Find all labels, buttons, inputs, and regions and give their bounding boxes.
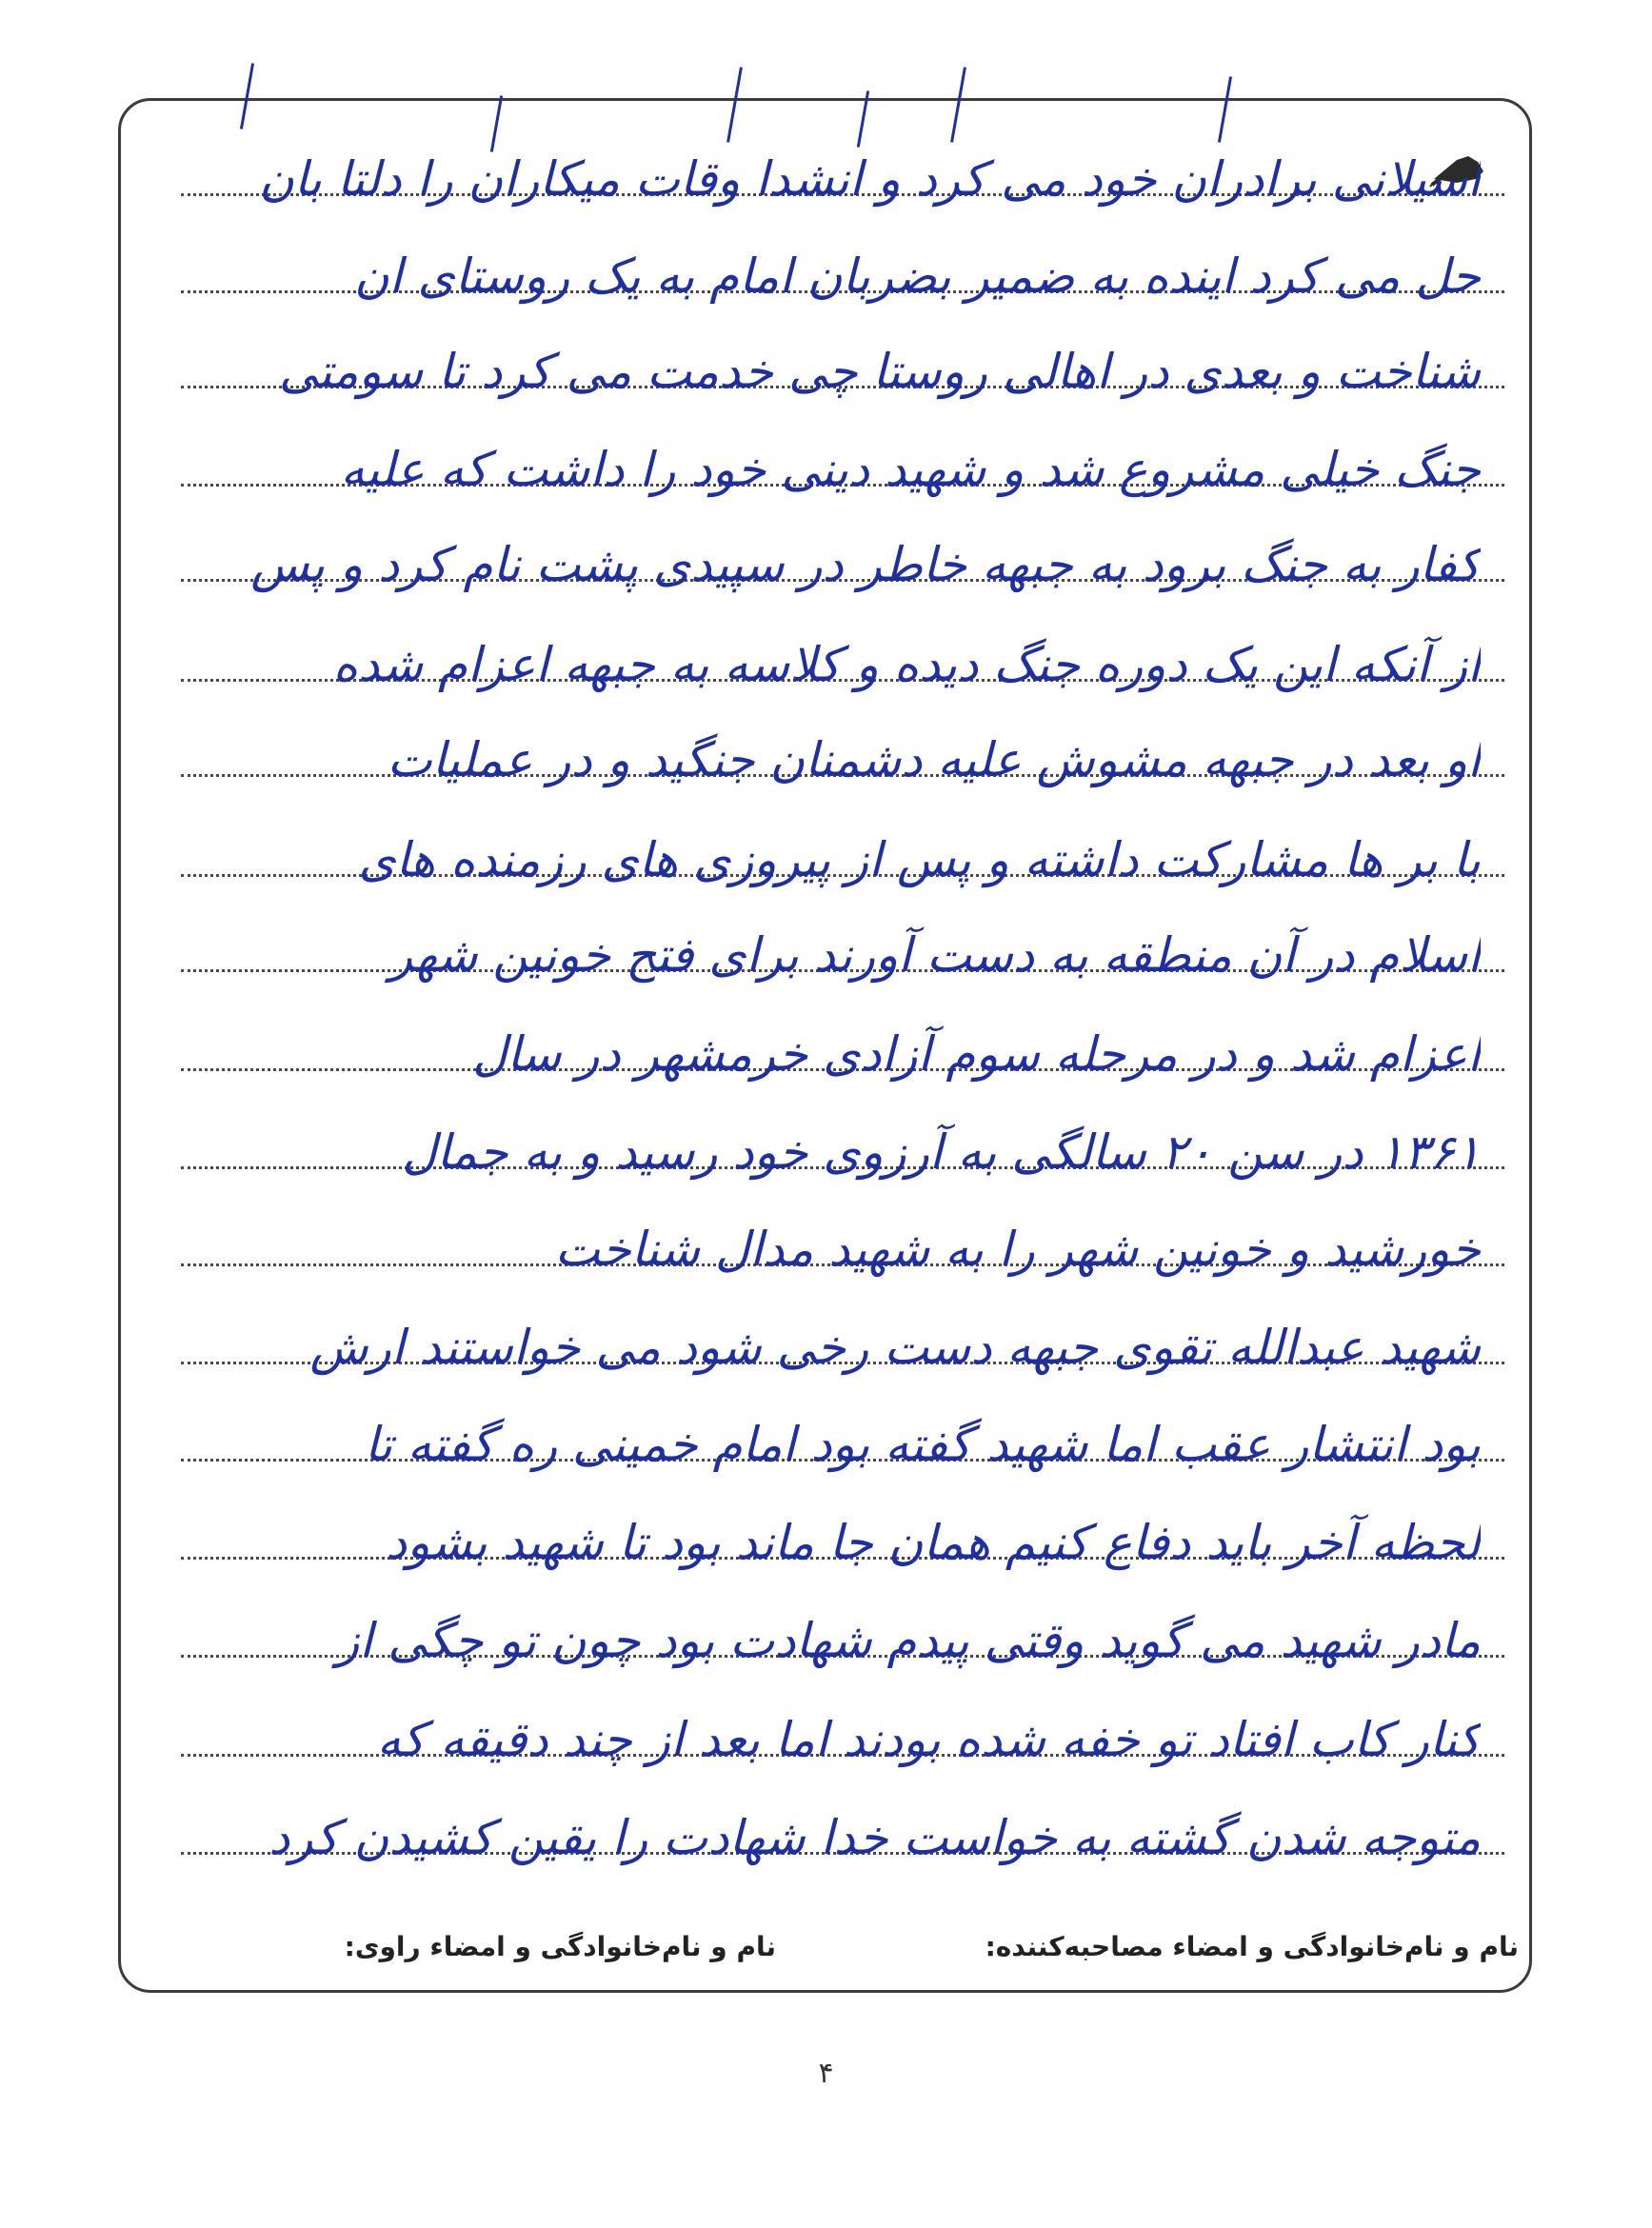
handwritten-line: شناخت و بعدی در اهالی روستا چی خدمت می کرد تا سومتی (278, 344, 1481, 399)
handwritten-line: حل می کرد اینده به ضمیر بضربان امام به یک روستای ان (353, 249, 1481, 304)
handwritten-line: اسیلانی برادران خود می کرد و انشدا وقات میکاران را دلتا بان (259, 151, 1481, 207)
handwritten-line: او بعد در جبهه مشوش علیه دشمنان جنگید و در عملیات (387, 732, 1481, 787)
handwritten-line: جنگ خیلی مشروع شد و شهید دینی خود را داشت که علیه (340, 442, 1481, 497)
handwritten-line: کنار کاب افتاد تو خفه شده بودند اما بعد از چند دقیقه که (376, 1712, 1481, 1767)
handwritten-line: کفار به جنگ برود به جبهه خاطر در سپیدی پشت نام کرد و پس (250, 537, 1481, 592)
handwritten-line: اسلام در آن منطقه به دست آورند برای فتح خونین شهر (389, 927, 1481, 983)
handwritten-line: مادر شهید می گوید وقتی پیدم شهادت بود چون تو چگی از (336, 1613, 1481, 1668)
handwritten-line: لحظه آخر باید دفاع کنیم همان جا ماند بود تا شهید بشود (386, 1515, 1481, 1570)
handwritten-line: ۱۳۶۱ در سن ۲۰ سالگی به آرزوی خود رسید و به جمال (402, 1124, 1481, 1180)
handwritten-line: اعزام شد و در مرحله سوم آزادی خرمشهر در سال (472, 1026, 1481, 1082)
handwritten-line: متوجه شدن گشته به خواست خدا شهادت را یقین کشیدن کرد (269, 1810, 1481, 1865)
handwritten-line: شهید عبدالله تقوی جبهه دست رخی شود می خواستند ارش (309, 1320, 1481, 1375)
handwritten-line: با بر ها مشارکت داشته و پس از پیروزی های رزمنده های (358, 832, 1481, 887)
signature-footer (133, 1931, 1519, 1979)
handwritten-line: بود انتشار عقب اما شهید گفته بود امام خمینی ره گفته تا (364, 1417, 1481, 1472)
page-number: ۴ (818, 2057, 834, 2090)
handwritten-line: از آنکه این یک دوره جنگ دیده و کلاسه به جبهه اعزام شده (332, 637, 1481, 692)
handwritten-line: خورشید و خونین شهر را به شهید مدال شناخت (554, 1222, 1481, 1277)
narrator-signature-label: نام و نام‌خانوادگی و امضاء راوی: (344, 1931, 776, 1962)
interviewer-signature-label: نام و نام‌خانوادگی و امضاء مصاحبه‌کننده: (985, 1931, 1519, 1962)
